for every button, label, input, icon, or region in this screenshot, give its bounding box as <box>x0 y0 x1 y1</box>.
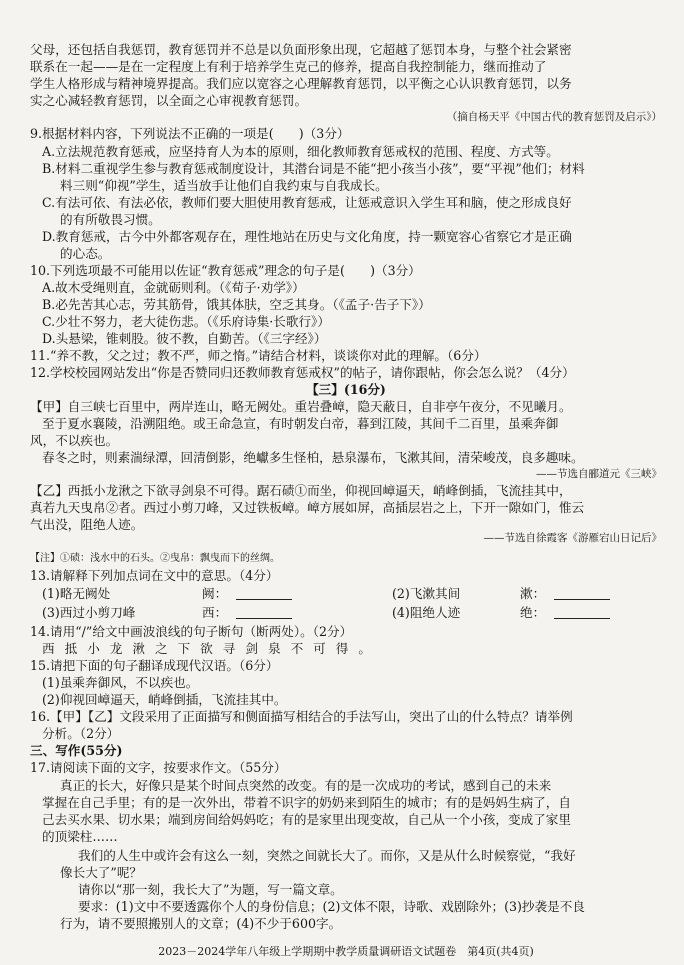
passage-yi-line: 气出没，阻绝人迹。 <box>30 517 144 532</box>
question-17-stem: 17.请阅读下面的文字，按要求作文。（55分） <box>30 760 287 775</box>
passage-yi-line: 【乙】西抵小龙湫之下欲寻剑泉不可得。踞石碛①而坐，仰视回嶂逼天，峭峰倒插，飞流挂其中， <box>30 483 572 498</box>
passage-jia-line: 【甲】自三峡七百里中，两岸连山，略无阙处。重岩叠嶂，隐天蔽日，自非亭午夜分，不见曦月。 <box>30 399 572 414</box>
q13-char: 西： <box>202 605 228 620</box>
q13-char: 阙： <box>202 586 228 601</box>
q13-answer-blank[interactable] <box>236 606 292 619</box>
question-12: 12.学校校园网站发出“你是否赞同归还教师教育惩戒权”的帖子，请你跟帖，你会怎么说？（4分） <box>30 365 575 380</box>
question-9-stem: 9.根据材料内容，下列说法不正确的一项是( )（3分） <box>30 126 350 141</box>
passage-jia-line: 至于夏水襄陵，沿溯阻绝。或王命急宣，有时朝发白帝，暮到江陵，其间千二百里，虽乘奔御 <box>42 416 559 431</box>
q13-char: 绝： <box>520 605 546 620</box>
intro-line: 学生人格形成与精神境界提高。我们应以宽容之心理解教育惩罚，以平衡之心认识教育惩罚，以务 <box>30 76 572 91</box>
q13-answer-blank[interactable] <box>554 587 610 600</box>
question-17-material: 掌握在自己手里；有的是一次外出，带着不识字的奶奶来到陌生的城市；有的是妈妈生病了，自 <box>42 795 571 810</box>
passage-jia-line: 风，不以疾也。 <box>30 433 119 448</box>
question-17-requirements: 要求：(1)文中不要透露你个人的身份信息；(2)文体不限，诗歌、戏剧除外；(3)抄袭是不良 <box>78 899 585 914</box>
q13-phrase: (1)略无阙处 <box>42 586 111 601</box>
question-17-material: 的顶梁柱…… <box>42 829 118 844</box>
question-9-option-b: B.材料二重视学生参与教育惩戒制度设计，其潜台词是不能“把小孩当小孩”，要“平视”他们；材料 <box>42 161 585 176</box>
question-17-requirements: 行为，请不要照搬别人的文章；(4)不少于600字。 <box>60 916 342 931</box>
question-11: 11.“养不教，父之过；教不严，师之惰。”请结合材料，谈谈你对此的理解。（6分） <box>30 348 487 363</box>
question-9-option-c: C.有法可依、有法必依，教师们要大胆使用教育惩戒，让惩戒意识入学生耳和脑，使之形成良好 <box>42 195 572 210</box>
q13-answer-blank[interactable] <box>236 587 292 600</box>
question-15-item: (1)虽乘奔御风，不以疾也。 <box>42 675 199 690</box>
question-9-option-c-cont: 的有所敬畏习惯。 <box>60 212 161 227</box>
question-10-option-c: C.少壮不努力，老大徒伤悲。（《乐府诗集·长歌行》） <box>42 314 330 329</box>
question-10-option-d: D.头悬梁，锥刺股。彼不教，自勤苦。（《三字经》） <box>42 331 327 346</box>
intro-source: （摘自杨天平《中国古代的教育惩罚及启示》） <box>446 111 662 123</box>
page-footer: 2023－2024学年八年级上学期期中教学质量调研语文试题卷 第4页(共4页) <box>158 945 534 958</box>
intro-line: 联系在一起——是在一定程度上有利于培养学生克己的修养，提高自我控制能力，继而推动了 <box>30 59 547 74</box>
q13-phrase: (2)飞漱其间 <box>392 586 461 601</box>
question-14-sentence: 西 抵 小 龙 湫 之 下 欲 寻 剑 泉 不 可 得 。 <box>42 641 374 656</box>
question-10-option-b: B.必先苦其心志，劳其筋骨，饿其体肤，空乏其身。（《孟子·告子下》） <box>42 297 431 312</box>
question-13-row <box>42 586 662 602</box>
intro-line: 父母，还包括自我惩罚，教育惩罚并不总是以负面形象出现，它超越了惩罚本身，与整个社会紧密 <box>30 42 572 57</box>
q13-answer-blank[interactable] <box>554 606 610 619</box>
question-16-cont: 分析。（2分） <box>42 726 120 741</box>
q13-char: 漱： <box>520 586 546 601</box>
passage-jia-line: 春冬之时，则素湍绿潭，回清倒影，绝巘多生怪柏，悬泉瀑布，飞漱其间，清荣峻茂，良多趣味。 <box>42 450 584 465</box>
q13-phrase: (4)阻绝人迹 <box>392 605 461 620</box>
q13-phrase: (3)西过小剪刀峰 <box>42 605 136 620</box>
question-9-option-d: D.教育惩戒，古今中外都客观存在，理性地站在历史与文化角度，持一颗宽容心省察它才是正确 <box>42 229 572 244</box>
question-9-option-d-cont: 的心态。 <box>60 246 111 261</box>
question-17-material: 真正的长大，好像只是某个时间点突然的改变。有的是一次成功的考试，感到自己的未来 <box>60 778 552 793</box>
question-14-stem: 14.请用“/”给文中画波浪线的句子断句（断两处）。（2分） <box>30 624 353 639</box>
question-9-option-b-cont: 料三则“仰视”学生，适当放手让他们自我约束与自我成长。 <box>60 178 388 193</box>
passage-yi-line: 真若九天曳帛②者。西过小剪刀峰，又过铁板嶂。嶂方展如屏，高插层岩之上，下开一隙如门，惟云 <box>30 500 585 515</box>
question-17-prompt: 像长大了”呢？ <box>60 865 143 880</box>
question-10-stem: 10.下列选项最不可能用以佐证“教育惩戒”理念的句子是( )（3分） <box>30 263 421 278</box>
question-15-item: (2)仰视回嶂逼天，峭峰倒插，飞流挂其中。 <box>42 692 287 707</box>
passage-yi-source: ——节选自徐霞客《游雁宕山日记后》 <box>483 532 662 544</box>
question-9-option-a: A.立法规范教育惩戒，应坚持育人为本的原则，细化教师教育惩戒权的范围、程度、方式等。 <box>42 144 559 159</box>
footnote: 【注】①碛：浅水中的石头。②曳帛：飘曳而下的丝绸。 <box>30 553 280 564</box>
question-16: 16.【甲】【乙】文段采用了正面描写和侧面描写相结合的手法写山，突出了山的什么特点？请举例 <box>30 709 573 724</box>
section-writing-title: 三、写作(55分) <box>30 743 123 758</box>
question-17-material: 己去买水果、切水果；端到房间给妈妈吃；有的是家里出现变故，自己从一个小孩，变成了家里 <box>42 812 571 827</box>
section-3-title: 【三】(16分) <box>306 382 386 397</box>
question-13-stem: 13.请解释下列加点词在文中的意思。（4分） <box>30 568 279 583</box>
question-13-row <box>42 605 662 621</box>
question-10-option-a: A.故木受绳则直，金就砺则利。（《荀子·劝学》） <box>42 280 305 295</box>
question-17-prompt: 我们的人生中或许会有这么一刻，突然之间就长大了。而你，又是从什么时候察觉，“我好 <box>78 848 576 863</box>
intro-line: 实之心减轻教育惩罚，以全面之心审视教育惩罚。 <box>30 93 308 108</box>
passage-jia-source: ——节选自郦道元《三峡》 <box>536 468 662 480</box>
question-17-prompt: 请你以“那一刻，我长大了”为题，写一篇文章。 <box>78 882 343 897</box>
question-15-stem: 15.请把下面的句子翻译成现代汉语。（6分） <box>30 658 279 673</box>
